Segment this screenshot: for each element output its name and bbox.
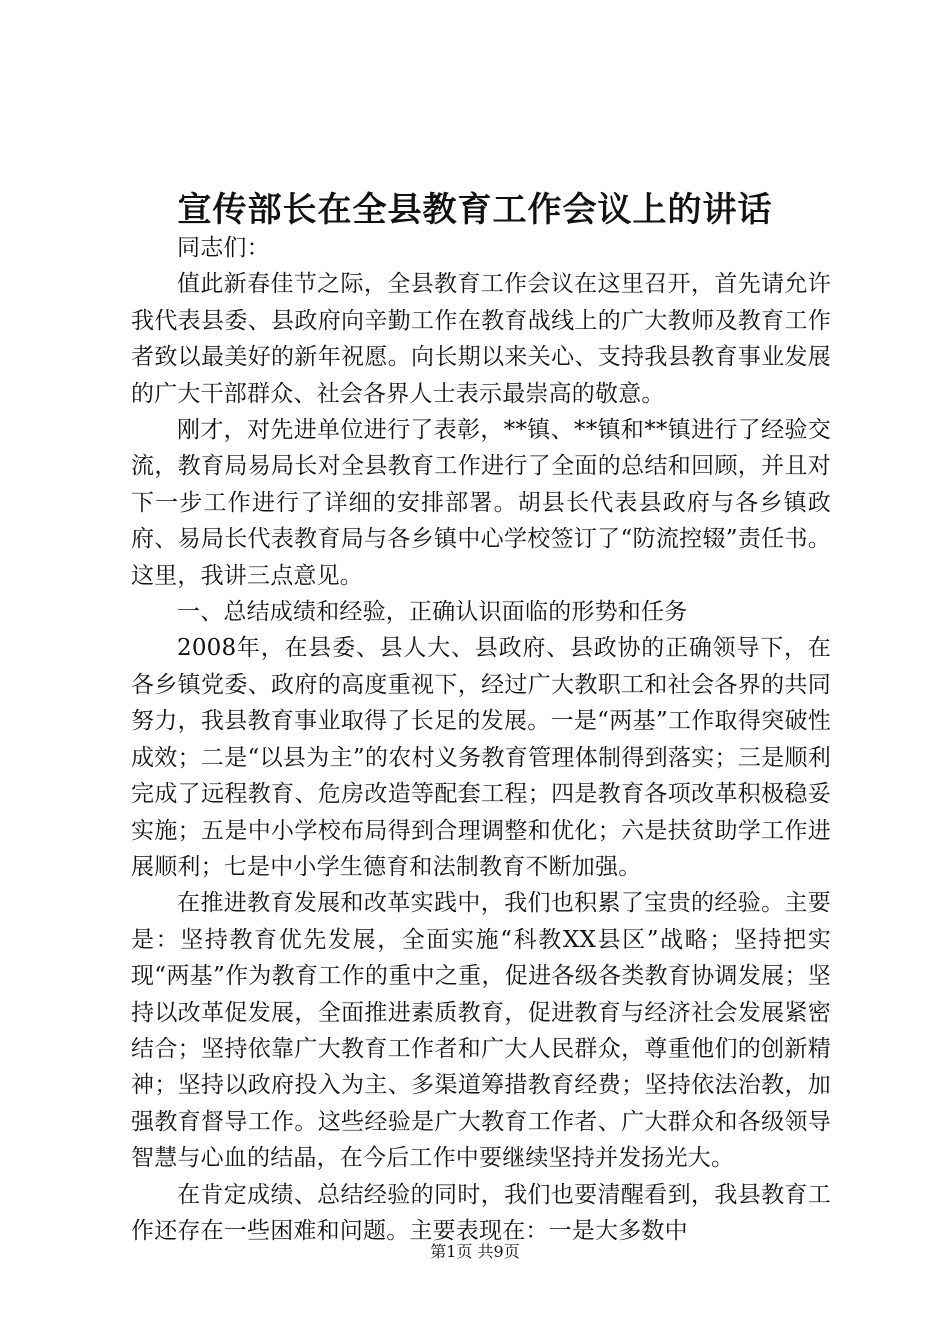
section-heading-1: 一、总结成绩和经验，正确认识面临的形势和任务	[177, 599, 688, 626]
paragraph-problems: 在肯定成绩、总结经验的同时，我们也要清醒看到，我县教育工作还存在一些困难和问题。主要表现在：一是大多数中	[131, 1181, 831, 1244]
page-footer: 第1页 共9页	[430, 1242, 520, 1261]
salutation: 同志们：	[177, 235, 270, 261]
paragraph-greeting: 值此新春佳节之际，全县教育工作会议在这里召开，首先请允许我代表县委、县政府向辛勤工作在教育战线上的广大教师及教育工作者致以最美好的新年祝愿。向长期以来关心、支持我县教育事业发展的广大干部群众、社会各界人士表示最崇高的敬意。	[131, 271, 831, 407]
paragraph-experience: 在推进教育发展和改革实践中，我们也积累了宝贵的经验。主要是：坚持教育优先发展，全面实施“科教XX县区”战略；坚持把实现“两基”作为教育工作的重中之重，促进各级各类教育协调发展；坚持以改革促发展，全面推进素质教育，促进教育与经济社会发展紧密结合；坚持依靠广大教育工作者和广大人民群众，尊重他们的创新精神；坚持以政府投入为主、多渠道筹措教育经费；坚持依法治教，加强教育督导工作。这些经验是广大教育工作者、广大群众和各级领导智慧与心血的结晶，在今后工作中要继续坚持并发扬光大。	[131, 890, 831, 1172]
document-body	[131, 230, 831, 1249]
document-title: 宣传部长在全县教育工作会议上的讲话	[177, 190, 773, 230]
paragraph-review: 刚才，对先进单位进行了表彰，**镇、**镇和**镇进行了经验交流，教育局易局长对全县教育工作进行了全面的总结和回顾，并且对下一步工作进行了详细的安排部署。胡县长代表县政府与各乡镇政府、易局长代表教育局与各乡镇中心学校签订了“防流控辍”责任书。这里，我讲三点意见。	[131, 417, 831, 589]
paragraph-achievements: 2008年，在县委、县人大、县政府、县政协的正确领导下，在各乡镇党委、政府的高度重视下，经过广大教职工和社会各界的共同努力，我县教育事业取得了长足的发展。一是“两基”工作取得突破性成效；二是“以县为主”的农村义务教育管理体制得到落实；三是顺利完成了远程教育、危房改造等配套工程；四是教育各项改革积极稳妥实施；五是中小学校布局得到合理调整和优化；六是扶贫助学工作进展顺利；七是中小学生德育和法制教育不断加强。	[131, 635, 831, 880]
